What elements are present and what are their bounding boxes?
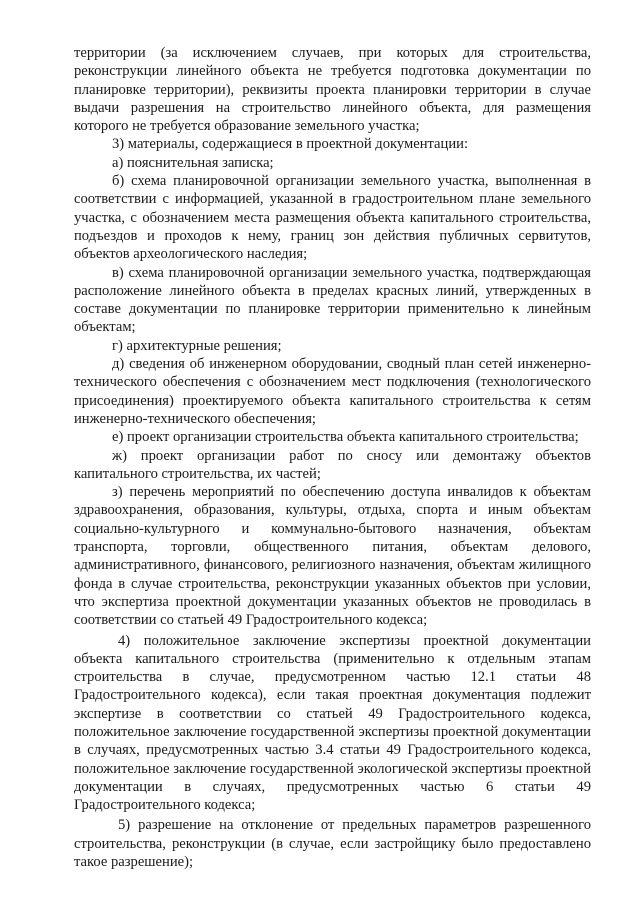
paragraph-item-3v: в) схема планировочной организации земельного участка, подтверждающая расположение линейного объекта в пределах красных линий, утвержденных в составе документации по планировке территории применительно к линейным объектам; xyxy=(74,264,591,336)
paragraph-item-3e: е) проект организации строительства объекта капитального строительства; xyxy=(112,429,579,446)
paragraph-item-3: 3) материалы, содержащиеся в проектной документации: xyxy=(112,136,469,153)
paragraph-item-3z: з) перечень мероприятий по обеспечению доступа инвалидов к объектам здравоохранения, образования, культуры, отдыха, спорта и иным объектам социально-культурного и коммунально-бытового назначения, объектам транспорта, торговли, общественного питания, объектам делового, административного, финансового, религиозного назначения, объектам жилищного фонда в случае строительства, реконструкции указанных объектов при условии, что экспертиза проектной документации указанных объектов не проводилась в соответствии со статьей 49 Градостроительного кодекса; xyxy=(74,484,591,629)
paragraph-continuation-territory: территории (за исключением случаев, при которых для строительства, реконструкции линейного объекта не требуется подготовка документации по планировке территории), реквизиты проекта планировки территории в случае выдачи разрешения на строительство линейного объекта, для размещения которого не требуется образование земельного участка; xyxy=(74,45,591,135)
document-page xyxy=(74,44,591,871)
paragraph-item-3d: д) сведения об инженерном оборудовании, сводный план сетей инженерно-технического обеспечения с обозначением мест подключения (технологического присоединения) проектируемого объекта капитального строительства к сетям инженерно-технического обеспечения; xyxy=(74,356,591,427)
paragraph-item-3g: г) архитектурные решения; xyxy=(112,337,282,354)
paragraph-item-3a: а) пояснительная записка; xyxy=(112,154,274,171)
paragraph-item-3b: б) схема планировочной организации земельного участка, выполненная в соответствии с информацией, указанной в градостроительном плане земельного участка, с обозначением места размещения объекта капитального строительства, подъездов и проходов к нему, границ зон действия публичных сервитутов, объектов археологического наследия; xyxy=(74,173,591,263)
paragraph-item-3zh: ж) проект организации работ по сносу или демонтажу объектов капитального строительства, их частей; xyxy=(74,447,591,482)
paragraph-item-4: 4) положительное заключение экспертизы проектной документации объекта капитального строительства (применительно к отдельным этапам строительства в случае, предусмотренном частью 12.1 статьи 48 Градостроительного кодекса), если такая проектная документация подлежит экспертизе в соответствии со статьей 49 Градостроительного кодекса, положительное заключение государственной экспертизы проектной документации в случаях, предусмотренных частью 3.4 статьи 49 Градостроительного кодекса, положительное заключение государственной экологической экспертизы проектной документации в случаях, предусмотренных частью 6 статьи 49 Градостроительного кодекса; xyxy=(74,632,591,814)
paragraph-item-5: 5) разрешение на отклонение от предельных параметров разрешенного строительства, реконструкции (в случае, если застройщику было предоставлено такое разрешение); xyxy=(74,817,591,871)
